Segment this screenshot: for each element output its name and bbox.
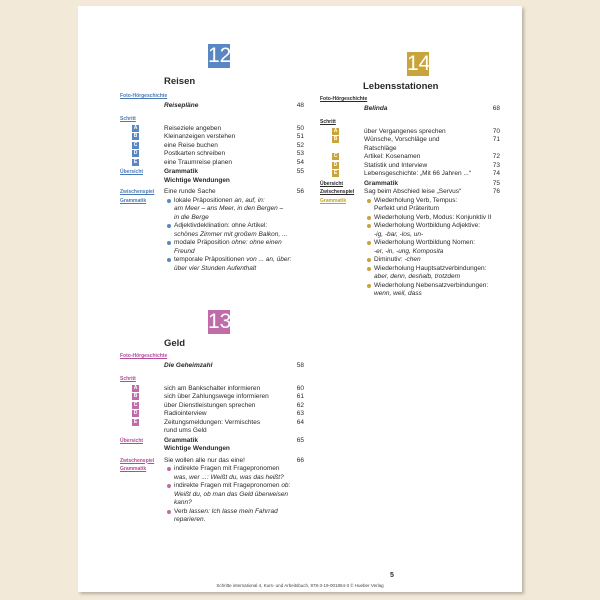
step-a: sich am Bankschalter informieren <box>164 384 261 392</box>
bullet-icon <box>167 224 171 228</box>
bullet-icon <box>167 467 171 471</box>
foto-hoergeschichte-label: Foto-Hörgeschichte <box>120 353 168 359</box>
schritt-label: Schritt <box>120 375 136 382</box>
page-ref: 53 <box>296 150 304 157</box>
page-ref: 66 <box>296 456 304 464</box>
grammar-line: Adjektivdeklination: ohne Artikel: <box>174 222 268 229</box>
step-a: Reiseziele angeben <box>164 124 222 132</box>
step-b-continued: Ratschläge <box>364 144 397 152</box>
grammar-line: -er, -in, -ung, Komposita <box>374 247 444 255</box>
grammatik-heading: Grammatik <box>164 436 198 444</box>
grammar-line: Wiederholung Nebensatzverbindungen: <box>374 281 489 289</box>
step-a-badge: A <box>133 124 138 131</box>
chapter-14-number: 14 <box>407 52 431 75</box>
chapter-12-number: 12 <box>208 44 232 67</box>
grammar-line: Perfekt und Präteritum <box>374 205 440 212</box>
page-ref: 76 <box>492 188 500 195</box>
bullet-icon <box>367 216 371 220</box>
grammar-line: Weißt du, ob man das Geld überweisen <box>174 490 289 498</box>
step-c: eine Reise buchen <box>164 141 218 149</box>
step-a-badge: A <box>133 384 138 391</box>
schritt-label: Schritt <box>120 115 136 122</box>
bullet-icon <box>367 224 371 228</box>
page-ref: 56 <box>296 188 304 195</box>
bullet-icon <box>167 484 171 488</box>
uebersicht-label: Übersicht <box>120 437 144 444</box>
page-ref: 51 <box>296 133 304 140</box>
step-c-badge: C <box>133 141 138 148</box>
page-ref: 58 <box>296 362 304 369</box>
wendungen-heading: Wichtige Wendungen <box>164 445 230 452</box>
page-ref: 72 <box>492 153 500 160</box>
grammar-line: indirekte Fragen mit Fragepronomen ob: <box>174 482 291 489</box>
step-e-continued: rund ums Geld <box>164 427 207 434</box>
grammatik-label: Grammatik <box>120 466 147 472</box>
step-d-badge: D <box>333 161 338 168</box>
chapter-13-number: 13 <box>208 310 232 333</box>
step-e-badge: E <box>333 170 338 176</box>
step-e-badge: E <box>133 158 138 165</box>
schritt-label: Schritt <box>320 118 336 125</box>
grammar-line: in die Berge <box>174 213 209 221</box>
grammar-line: Wiederholung Hauptsatzverbindungen: <box>374 264 487 272</box>
foto-title: Reisepläne <box>164 102 199 109</box>
bullet-icon <box>167 258 171 262</box>
zwischenspiel-title: Eine runde Sache <box>164 188 216 195</box>
step-a: über Vergangenes sprechen <box>364 127 446 135</box>
zwischenspiel-title: Sie wollen alle nur das eine! <box>164 456 245 464</box>
page-ref: 54 <box>296 158 304 166</box>
wendungen-heading: Wichtige Wendungen <box>164 176 230 184</box>
grammar-line: temporale Präpositionen von ... an, über: <box>174 256 292 263</box>
grammar-line: Wiederholung Verb, Tempus: <box>374 196 458 204</box>
page-footer: Schritte international 4, Kurs- und Arbeitsbuch, 978-3-19-001854-3 © Hueber Verlag <box>216 583 384 588</box>
grammar-line: Verb lassen: Ich lasse mein Fahrrad <box>174 507 278 515</box>
step-e: eine Traumreise planen <box>164 158 232 166</box>
zwischenspiel-title: Sag beim Abschied leise „Servus“ <box>364 188 462 195</box>
page-ref: 73 <box>492 161 500 169</box>
bullet-icon <box>167 199 171 203</box>
uebersicht-label: Übersicht <box>120 169 144 175</box>
step-b: Kleinanzeigen verstehen <box>164 133 236 140</box>
step-b-badge: B <box>333 136 338 142</box>
step-a-badge: A <box>333 127 338 134</box>
step-b: sich über Zahlungswege informieren <box>164 393 269 400</box>
chapter-12-title: Reisen <box>164 76 196 87</box>
grammar-line: Diminutiv: -chen <box>374 256 421 263</box>
page-ref: 52 <box>296 141 304 149</box>
step-b-badge: B <box>133 393 138 399</box>
chapter-13-contents <box>120 352 306 525</box>
bullet-icon <box>167 510 171 514</box>
foto-hoergeschichte-label: Foto-Hörgeschichte <box>120 93 168 99</box>
bullet-icon <box>367 267 371 271</box>
page-ref: 55 <box>296 168 304 175</box>
grammar-line: aber, denn, deshalb, trotzdem <box>374 273 461 280</box>
grammar-line: indirekte Fragen mit Fragepronomen <box>174 465 280 472</box>
step-b: Wünsche, Vorschläge und <box>364 136 440 143</box>
chapter-14-title: Lebensstationen <box>363 81 439 92</box>
step-c: Artikel: Kosenamen <box>364 153 421 160</box>
grammar-line: wenn, weil, dass <box>374 290 422 297</box>
step-d: Radiointerview <box>164 410 207 417</box>
grammar-line: kann? <box>174 499 192 506</box>
step-d: Postkarten schreiben <box>164 150 226 157</box>
chapter-14-contents <box>320 95 510 299</box>
bullet-icon <box>367 284 371 288</box>
zwischenspiel-label: Zwischenspiel <box>120 457 155 464</box>
page-ref: 62 <box>296 401 304 409</box>
page-number: 5 <box>390 572 394 579</box>
grammar-line: über vier Stunden Aufenthalt <box>174 264 257 272</box>
bullet-icon <box>367 258 371 262</box>
foto-hoergeschichte-label: Foto-Hörgeschichte <box>320 96 368 102</box>
grammar-line: schönes Zimmer mit großem Balkon, ... <box>174 230 288 238</box>
grammar-line: am Meer – ans Meer, in den Bergen – <box>174 205 284 212</box>
step-e: Zeitungsmeldungen: Vermischtes <box>164 418 261 426</box>
uebersicht-label: Übersicht <box>320 180 344 187</box>
step-d: Statistik und Interview <box>364 161 428 169</box>
zwischenspiel-label: Zwischenspiel <box>320 189 355 195</box>
page-ref: 65 <box>296 436 304 444</box>
page-ref: 71 <box>492 136 500 143</box>
step-c-badge: C <box>333 153 338 159</box>
page-ref: 60 <box>296 384 304 392</box>
chapter-13-title: Geld <box>164 338 186 349</box>
grammar-line: modale Präposition ohne: ohne einen <box>174 239 282 246</box>
step-c-badge: C <box>133 401 138 408</box>
step-d-badge: D <box>133 150 138 156</box>
step-c: über Dienstleistungen sprechen <box>164 401 256 409</box>
book-page <box>78 6 522 592</box>
step-d-badge: D <box>133 410 138 416</box>
grammatik-heading: Grammatik <box>364 179 398 187</box>
step-e-badge: E <box>133 418 138 425</box>
grammar-line: was, wer ...: Weißt du, was das heißt? <box>174 473 284 481</box>
grammar-line: reparieren. <box>174 516 206 523</box>
step-e: Lebensgeschichte: „Mit 66 Jahren ...“ <box>364 170 471 177</box>
bullet-icon <box>367 199 371 203</box>
step-b-badge: B <box>133 133 138 139</box>
foto-title: Belinda <box>364 105 388 112</box>
grammar-line: Wiederholung Wortbildung Adjektive: <box>374 222 481 229</box>
page-ref: 68 <box>492 105 500 112</box>
page-ref: 63 <box>296 410 304 417</box>
grammatik-label: Grammatik <box>120 197 147 204</box>
grammar-line: lokale Präpositionen an, auf, in: <box>174 196 265 204</box>
grammatik-heading: Grammatik <box>164 168 198 175</box>
grammatik-label: Grammatik <box>320 197 347 204</box>
page-ref: 64 <box>296 418 304 426</box>
page-ref: 70 <box>492 127 500 135</box>
grammar-line: Wiederholung Verb, Modus: Konjunktiv II <box>374 213 492 221</box>
zwischenspiel-label: Zwischenspiel <box>120 189 155 195</box>
page-ref: 61 <box>296 393 304 400</box>
foto-title: Die Geheimzahl <box>164 362 213 369</box>
grammar-line: -ig, -bar, -los, un- <box>374 230 424 238</box>
bullet-icon <box>367 241 371 245</box>
page-ref: 74 <box>492 170 500 177</box>
page-ref: 48 <box>296 102 304 109</box>
page-ref: 75 <box>492 179 500 187</box>
page-ref: 50 <box>296 124 304 132</box>
chapter-12-contents <box>120 92 306 273</box>
bullet-icon <box>167 241 171 245</box>
grammar-line: Freund <box>174 247 195 255</box>
grammar-line: Wiederholung Wortbildung Nomen: <box>374 239 476 246</box>
